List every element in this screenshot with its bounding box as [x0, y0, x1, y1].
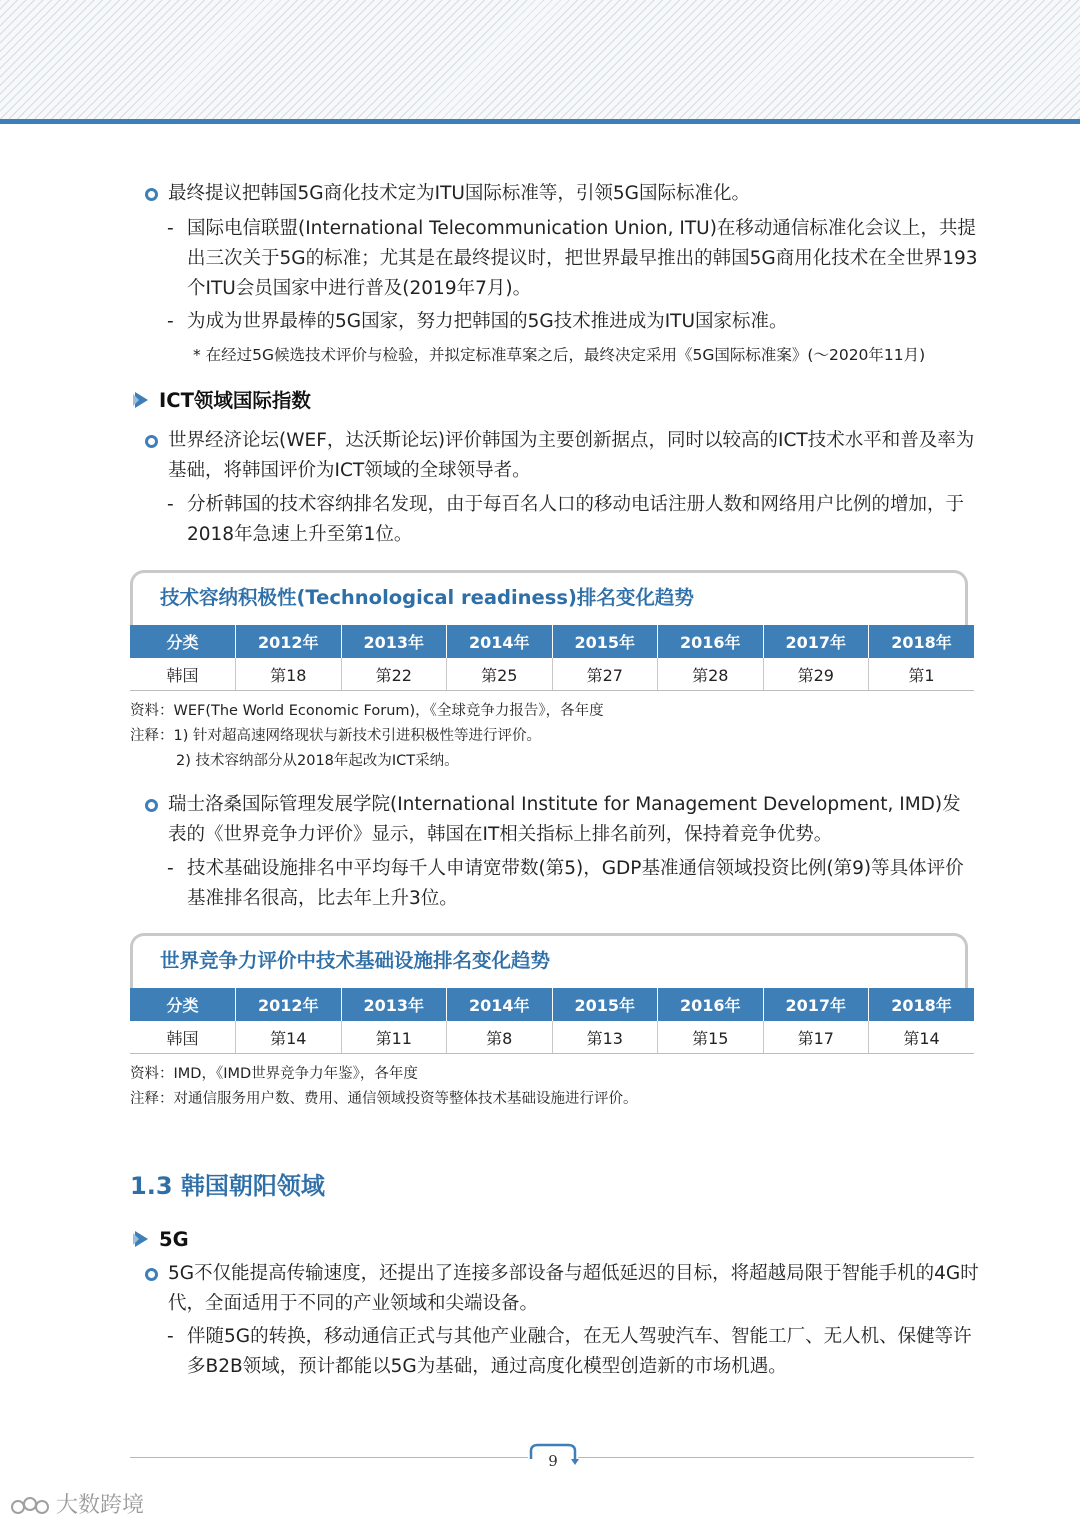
header-cell: 2014年 [447, 988, 553, 1021]
table-header-row [130, 625, 974, 658]
header-cell: 2017年 [763, 625, 869, 658]
triangle-marker-icon [133, 1230, 149, 1248]
dash-text: 伴随5G的转换，移动通信正式与其他产业融合，在无人驾驶汽车、智能工厂、无人机、保健等许多B2B领域，预计都能以5G为基础，通过高度化模型创造新的市场机遇。 [187, 1326, 972, 1377]
bullet-text: 瑞士洛桑国际管理发展学院(International Institute for Management Development, IMD)发表的《世界竞争力评价》显示，韩国在IT相关指标上排名前列，保持着竞争优势。 [168, 794, 961, 845]
dash-text: 为成为世界最棒的5G国家，努力把韩国的5G技术推进成为ITU国家标准。 [187, 311, 788, 332]
chapter-title: 1.3 韩国朝阳领域 [130, 1172, 325, 1200]
header-cell: 2015年 [552, 988, 658, 1021]
table-cell: 第29 [763, 658, 869, 691]
table-note: 注释：1) 针对超高速网络现状与新技术引进积极性等进行评价。 [130, 728, 541, 744]
dash-marker: - [167, 218, 174, 239]
header-cell: 2013年 [341, 625, 447, 658]
dash-marker: - [167, 494, 174, 515]
table-cell: 第14 [236, 1021, 342, 1054]
triangle-marker-icon [133, 391, 149, 409]
dash-marker: - [167, 311, 174, 332]
header-cell: 2014年 [447, 625, 553, 658]
header-cell: 2018年 [869, 988, 975, 1021]
table-cell: 第14 [869, 1021, 975, 1054]
bullet-item [145, 179, 979, 209]
dash-item [167, 214, 979, 304]
dash-item [167, 1322, 979, 1382]
dash-item [167, 854, 979, 914]
dash-text: 分析韩国的技术容纳排名发现，由于每百名人口的移动电话注册人数和网络用户比例的增加，于2018年急速上升至第1位。 [187, 494, 965, 545]
table-row [130, 658, 974, 691]
table-cell: 韩国 [130, 658, 236, 691]
table-cell: 第27 [552, 658, 658, 691]
watermark [10, 1492, 144, 1520]
table-note: 注释：对通信服务用户数、费用、通信领域投资等整体技术基础设施进行评价。 [130, 1091, 638, 1107]
dash-item [167, 307, 979, 337]
watermark-text: 大数跨境 [56, 1493, 145, 1518]
dash-marker: - [167, 1326, 174, 1347]
header-cell: 分类 [130, 988, 236, 1021]
bullet-item [145, 426, 979, 486]
header-cell: 2016年 [658, 988, 764, 1021]
table-title: 技术容纳积极性(Technological readiness)排名变化趋势 [160, 586, 694, 609]
table-cell: 第1 [869, 658, 975, 691]
table-cell: 韩国 [130, 1021, 236, 1054]
table-source: 资料：WEF(The World Economic Forum)，《全球竞争力报告》，各年度 [130, 703, 604, 719]
bullet-text: 5G不仅能提高传输速度，还提出了连接多部设备与超低延迟的目标，将超越局限于智能手机的4G时代，全面适用于不同的产业领域和尖端设备。 [168, 1263, 979, 1314]
section-title: ICT领域国际指数 [159, 389, 311, 412]
bullet-item [145, 1259, 979, 1319]
table-cell: 第8 [447, 1021, 553, 1054]
dash-text: 技术基础设施排名中平均每千人申请宽带数(第5)，GDP基准通信领域投资比例(第9)等具体评价基准排名很高，比去年上升3位。 [187, 858, 964, 909]
header-cell: 2012年 [236, 988, 342, 1021]
table-cell: 第28 [658, 658, 764, 691]
page-number: 9 [528, 1441, 578, 1473]
header-cell: 分类 [130, 625, 236, 658]
bullet-text: 最终提议把韩国5G商化技术定为ITU国际标准等，引领5G国际标准化。 [168, 183, 751, 204]
table-source: 资料：IMD，《IMD世界竞争力年鉴》，各年度 [130, 1066, 418, 1082]
table-cell: 第22 [341, 658, 447, 691]
bullet-circle-icon [145, 799, 158, 812]
dash-item [167, 490, 979, 550]
header-cell: 2016年 [658, 625, 764, 658]
table-cell: 第25 [447, 658, 553, 691]
table-cell: 第15 [658, 1021, 764, 1054]
bullet-circle-icon [145, 435, 158, 448]
table-cell: 第17 [763, 1021, 869, 1054]
section-title: 5G [159, 1228, 189, 1251]
bullet-circle-icon [145, 1268, 158, 1281]
header-cell: 2013年 [341, 988, 447, 1021]
ranking-table-2 [130, 988, 974, 1054]
table-note: 2) 技术容纳部分从2018年起改为ICT采纳。 [176, 753, 459, 769]
table-cell: 第18 [236, 658, 342, 691]
header-cell: 2017年 [763, 988, 869, 1021]
bullet-item [145, 790, 979, 850]
footnote: * 在经过5G候选技术评价与检验，并拟定标准草案之后，最终决定采用《5G国际标准案》(～2020年11月) [193, 346, 926, 364]
table-cell: 第13 [552, 1021, 658, 1054]
header-cell: 2015年 [552, 625, 658, 658]
dash-marker: - [167, 858, 174, 879]
table-row [130, 1021, 974, 1054]
table-cell: 第11 [341, 1021, 447, 1054]
table-header-row [130, 988, 974, 1021]
dash-text: 国际电信联盟(International Telecommunication Union, ITU)在移动通信标准化会议上，共提出三次关于5G的标准；尤其是在最终提议时，把世界最早推出的韩国5G商用化技术在全世界193个ITU会员国家中进行普及(2019年7月)。 [187, 218, 978, 299]
header-cell: 2012年 [236, 625, 342, 658]
header-cell: 2018年 [869, 625, 975, 658]
watermark-logo-icon [10, 1494, 50, 1518]
ranking-table-1 [130, 625, 974, 691]
bullet-text: 世界经济论坛(WEF，达沃斯论坛)评价韩国为主要创新据点，同时以较高的ICT技术水平和普及率为基础，将韩国评价为ICT领域的全球领导者。 [168, 430, 975, 481]
table-title: 世界竞争力评价中技术基础设施排名变化趋势 [160, 949, 551, 972]
header-band [0, 0, 1080, 124]
page-number-arc-icon [528, 1441, 582, 1473]
bullet-circle-icon [145, 188, 158, 201]
